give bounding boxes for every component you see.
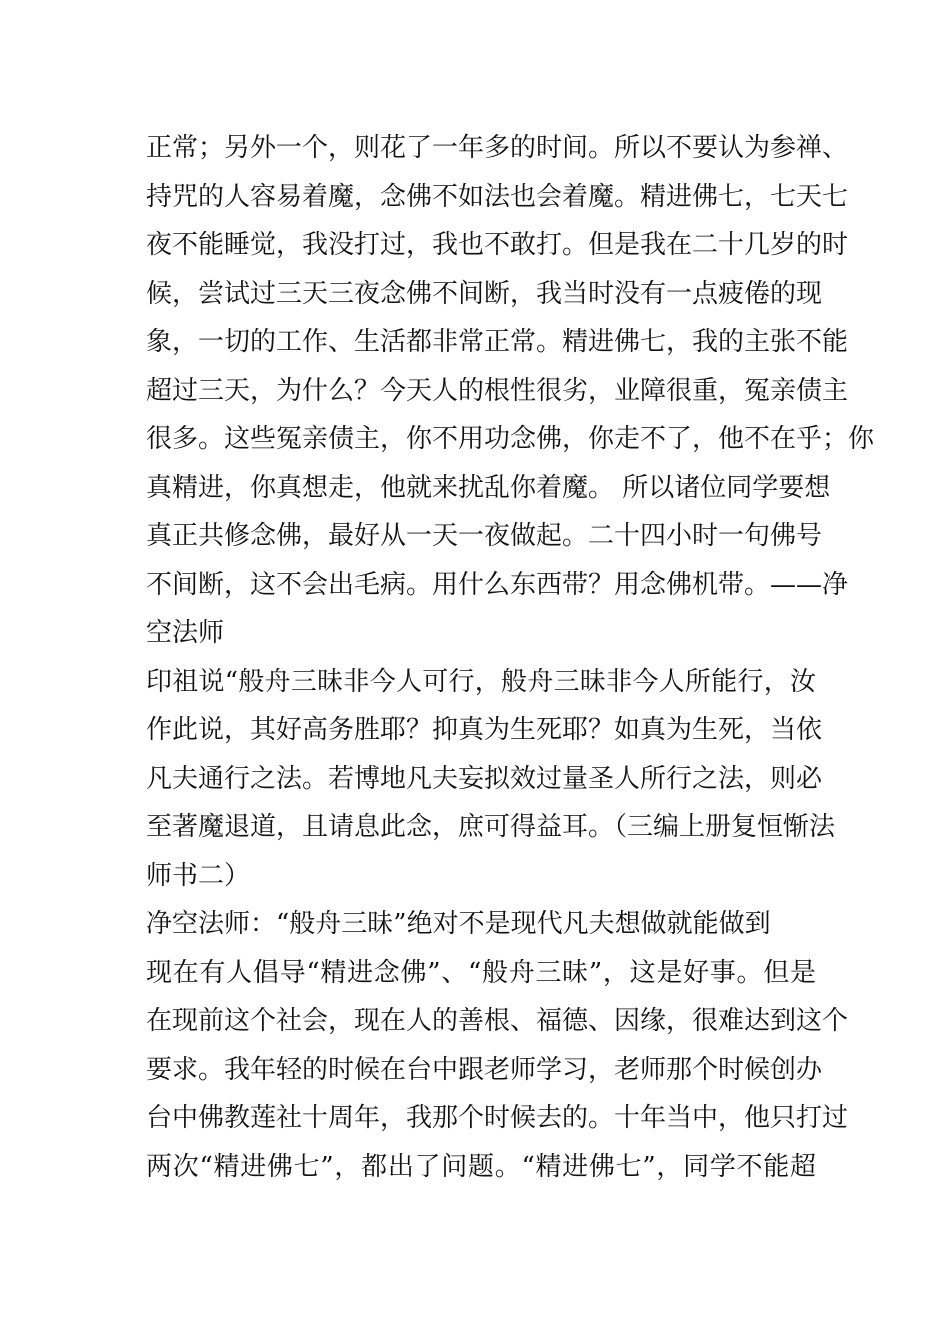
text-line: 持咒的人容易着魔，念佛不如法也会着魔。精进佛七，七天七 — [146, 181, 849, 212]
text-line: 超过三天，为什么？今天人的根性很劣，业障很重，冤亲债主 — [146, 375, 849, 406]
text-line: 真正共修念佛，最好从一天一夜做起。二十四小时一句佛号 — [146, 521, 823, 551]
text-line: 正常；另外一个，则花了一年多的时间。所以不要认为参禅、 — [146, 133, 849, 163]
text-line: 很多。这些冤亲债主，你不用功念佛，你走不了，他不在乎；你 — [146, 424, 875, 454]
text-line: 两次“精进佛七”，都出了问题。“精进佛七”，同学不能超 — [146, 1151, 816, 1182]
text-line: 现在有人倡导“精进念佛”、“般舟三昧”，这是好事。但是 — [146, 957, 816, 988]
text-line: 候，尝试过三天三夜念佛不间断，我当时没有一点疲倦的现 — [146, 278, 823, 309]
text-line: 要求。我年轻的时候在台中跟老师学习，老师那个时候创办 — [146, 1054, 823, 1085]
text-line: 真精进，你真想走，他就来扰乱你着魔。 所以诸位同学要想 — [146, 472, 831, 503]
text-line: 净空法师：“般舟三昧”绝对不是现代凡夫想做就能做到 — [146, 909, 771, 939]
text-line: 在现前这个社会，现在人的善根、福德、因缘，很难达到这个 — [146, 1006, 849, 1036]
text-line: 凡夫通行之法。若博地凡夫妄拟效过量圣人所行之法，则必 — [146, 763, 823, 794]
text-line: 师书二） — [146, 860, 251, 891]
text-line: 作此说，其好高务胜耶？抑真为生死耶？如真为生死，当依 — [146, 715, 823, 745]
text-line: 印祖说“般舟三昧非今人可行，般舟三昧非今人所能行，汝 — [146, 666, 816, 697]
text-line: 台中佛教莲社十周年，我那个时候去的。十年当中，他只打过 — [146, 1103, 849, 1133]
text-line: 不间断，这不会出毛病。用什么东西带？用念佛机带。——净 — [146, 569, 849, 600]
text-line: 象，一切的工作、生活都非常正常。精进佛七，我的主张不能 — [146, 327, 849, 357]
text-line: 至著魔退道，且请息此念，庶可得益耳。（三编上册复恒惭法 — [146, 812, 836, 842]
document-body — [146, 124, 875, 1191]
text-line: 夜不能睡觉，我没打过，我也不敢打。但是我在二十几岁的时 — [146, 230, 849, 260]
text-line: 空法师 — [146, 618, 225, 648]
